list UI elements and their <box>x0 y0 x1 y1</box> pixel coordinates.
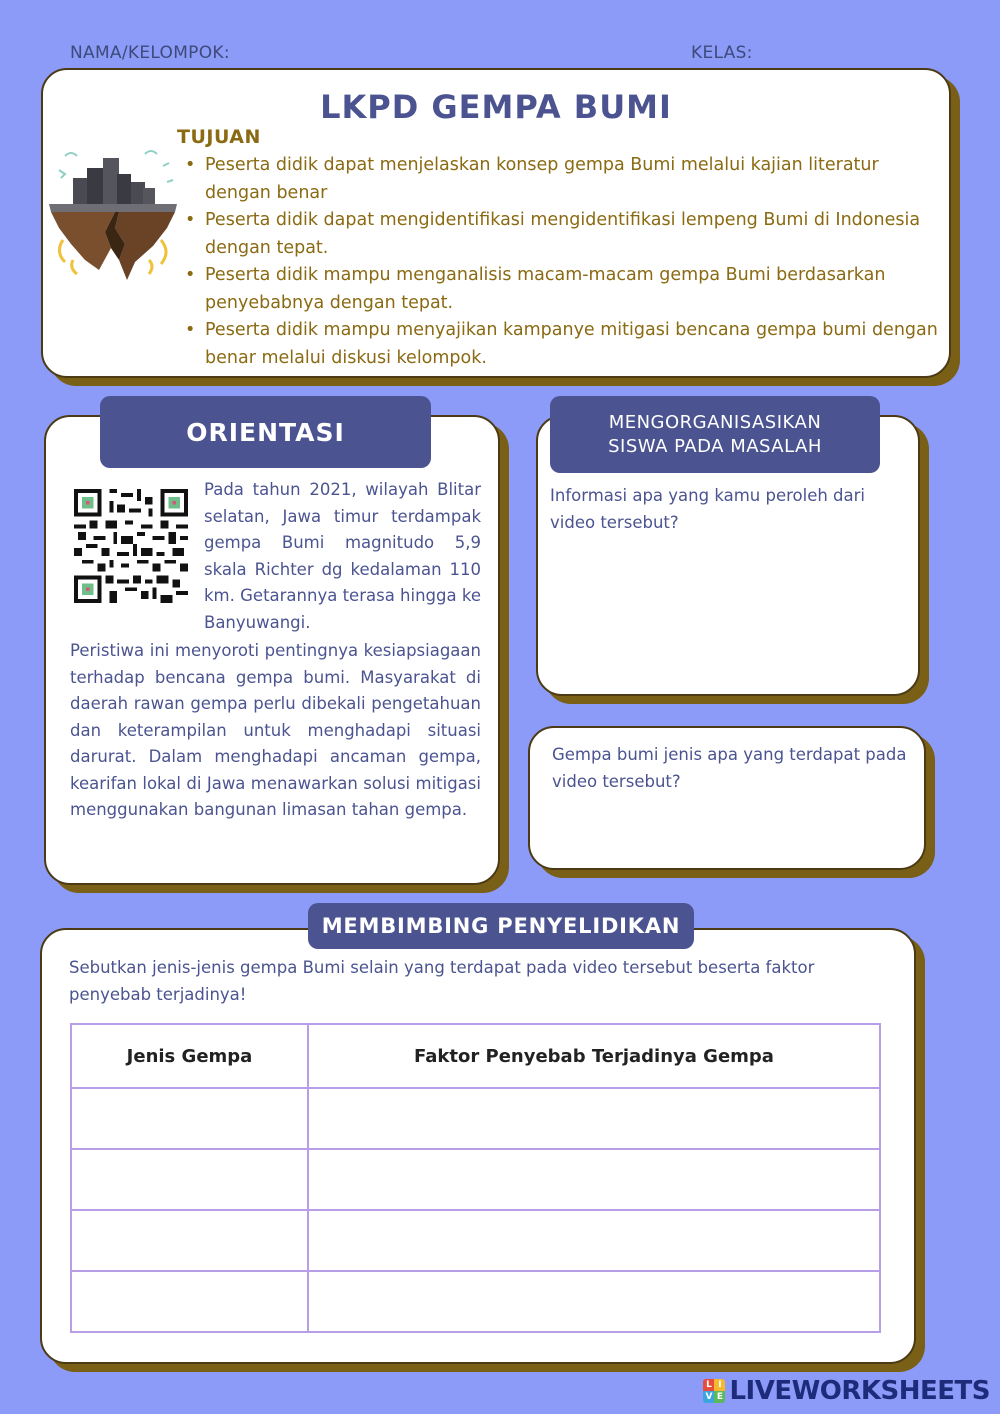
answer-cell-cause[interactable] <box>308 1149 880 1210</box>
objective-item: • Peserta didik dapat mengidentifikasi mengidentifikasi lempeng Bumi di Indonesia dengan tepat. <box>205 207 945 262</box>
badge-letter: L <box>703 1379 714 1391</box>
organize-heading-line-1: MENGORGANISASIKAN <box>608 411 822 433</box>
logo-text: LIVEWORKSHEETS <box>729 1376 990 1406</box>
orientation-paragraph-1: Pada tahun 2021, wilayah Blitar selatan, Jawa timur terdampak gempa Bumi magnitudo 5,9 skala Richter dg kedalaman 110 km. Getarannya terasa hingga ke Banyuwangi. <box>204 480 481 632</box>
badge-letter: V <box>703 1391 714 1403</box>
orientation-paragraph-2: Peristiwa ini menyoroti pentingnya kesiapsiagaan terhadap bencana gempa bumi. Masyarakat di daerah rawan gempa perlu dibekali pengetahuan dan keterampilan untuk menghadapi situasi darurat. Dalam menghadapi ancaman gempa, kearifan lokal di Jawa menawarkan solusi mitigasi menggunakan bangunan limasan tahan gempa. <box>70 641 481 819</box>
qr-code-icon <box>74 489 188 603</box>
investigation-card <box>40 928 916 1364</box>
answer-cell-type[interactable] <box>71 1149 308 1210</box>
liveworksheets-logo[interactable] <box>703 1376 990 1406</box>
column-header-type: Jenis Gempa <box>71 1024 308 1088</box>
name-group-label: NAMA/KELOMPOK: <box>70 43 230 63</box>
question-2: Gempa bumi jenis apa yang terdapat pada video tersebut? <box>552 745 907 791</box>
objectives-card <box>41 68 951 378</box>
objective-item: • Peserta didik mampu menyajikan kampanye mitigasi bencana gempa bumi dengan benar melalui diskusi kelompok. <box>205 317 945 372</box>
organize-heading-line-2: SISWA PADA MASALAH <box>608 435 822 457</box>
page-title: LKPD GEMPA BUMI <box>320 88 672 126</box>
orientation-card <box>44 415 500 885</box>
table-row <box>71 1088 880 1149</box>
answer-cell-cause[interactable] <box>308 1210 880 1271</box>
objective-item: • Peserta didik dapat menjelaskan konsep gempa Bumi melalui kajian literatur dengan benar <box>205 152 945 207</box>
class-label: KELAS: <box>691 43 753 63</box>
investigation-instruction: Sebutkan jenis-jenis gempa Bumi selain yang terdapat pada video tersebut beserta faktor penyebab terjadinya! <box>69 958 815 1004</box>
table-row <box>71 1271 880 1332</box>
table-header-row <box>71 1024 880 1088</box>
answer-cell-cause[interactable] <box>308 1271 880 1332</box>
question-1: Informasi apa yang kamu peroleh dari video tersebut? <box>550 486 866 532</box>
question-card-2 <box>528 726 926 870</box>
logo-badge-icon <box>703 1379 725 1403</box>
badge-letter: I <box>714 1379 725 1391</box>
objectives-list <box>205 152 945 372</box>
answer-cell-type[interactable] <box>71 1210 308 1271</box>
organize-heading <box>550 396 880 473</box>
table-row <box>71 1149 880 1210</box>
orientation-heading: ORIENTASI <box>100 396 431 468</box>
investigation-heading: MEMBIMBING PENYELIDIKAN <box>308 903 694 949</box>
objective-item: • Peserta didik mampu menganalisis macam-macam gempa Bumi berdasarkan penyebabnya dengan tepat. <box>205 262 945 317</box>
badge-letter: E <box>714 1391 725 1403</box>
answer-cell-cause[interactable] <box>308 1088 880 1149</box>
answer-cell-type[interactable] <box>71 1088 308 1149</box>
answer-cell-type[interactable] <box>71 1271 308 1332</box>
table-row <box>71 1210 880 1271</box>
earthquake-crack-icon <box>45 148 179 282</box>
objectives-heading: TUJUAN <box>177 126 261 148</box>
answer-table <box>70 1023 881 1333</box>
column-header-cause: Faktor Penyebab Terjadinya Gempa <box>308 1024 880 1088</box>
